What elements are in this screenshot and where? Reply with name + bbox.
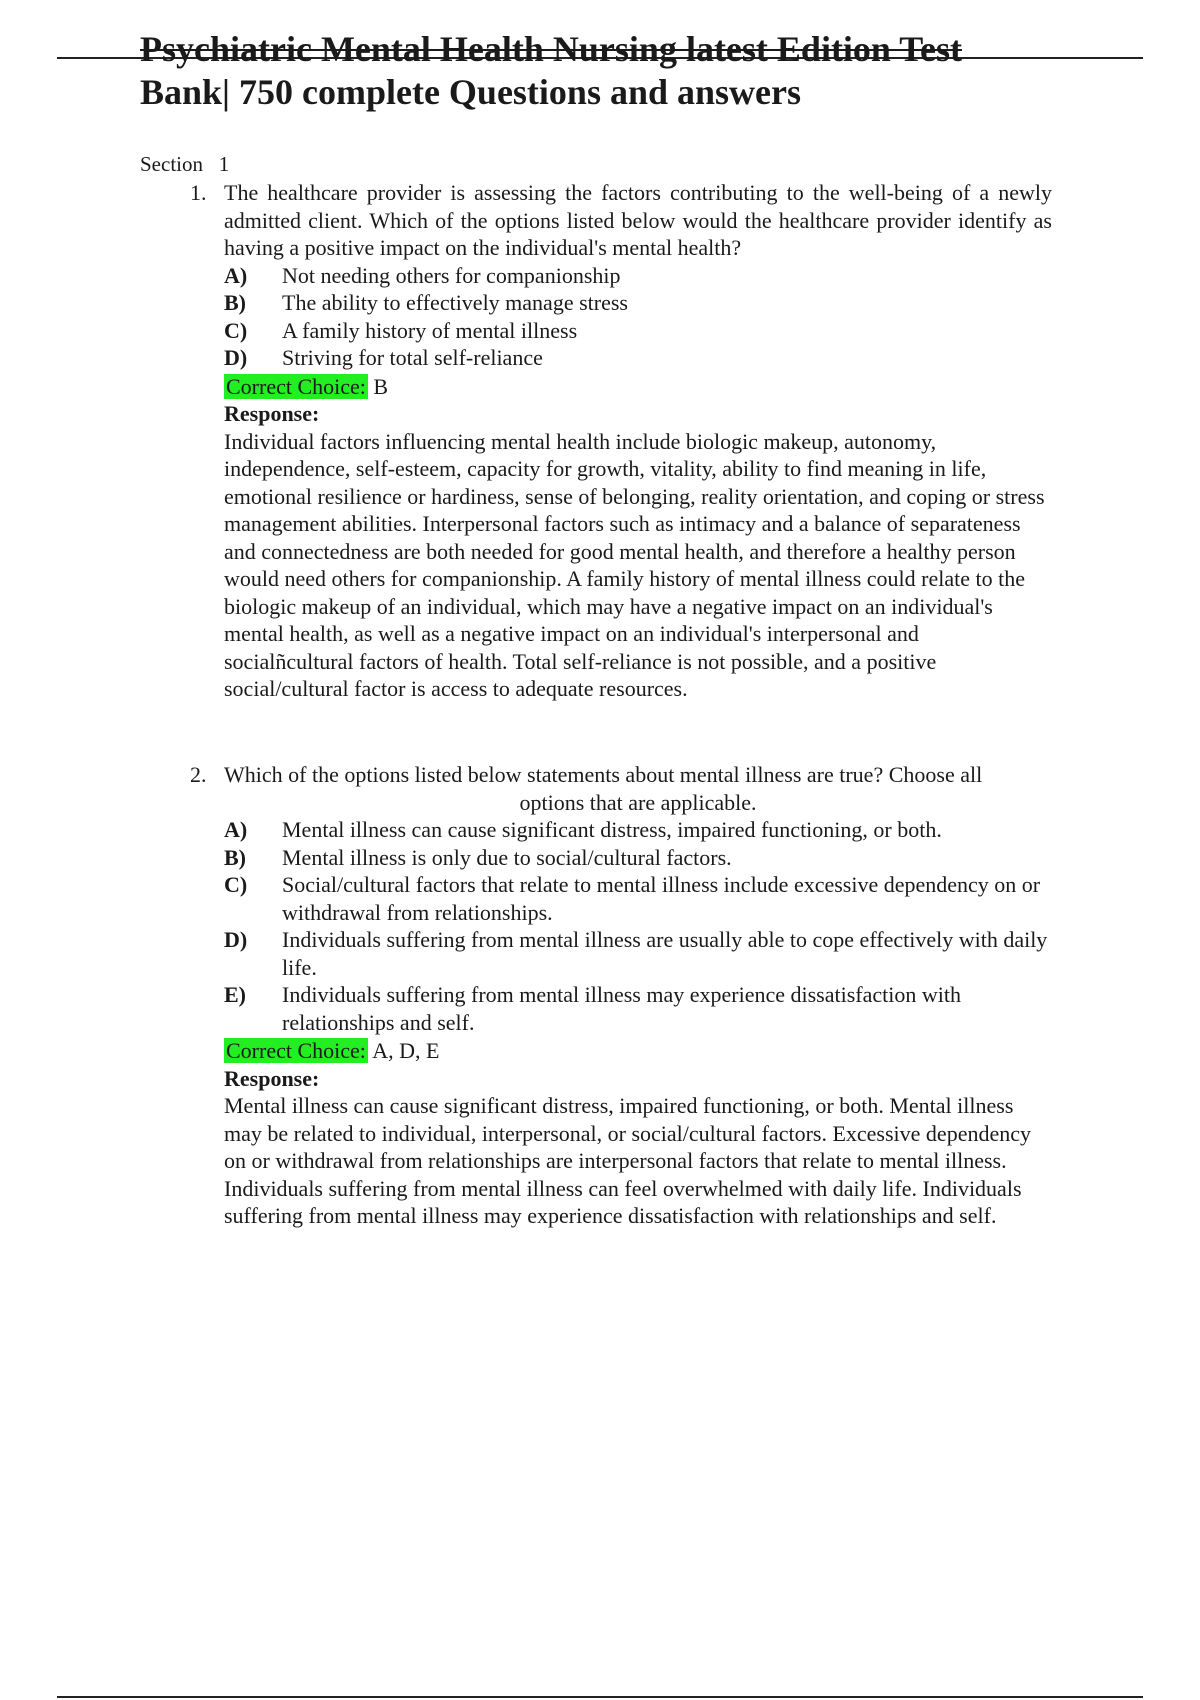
question-stem: The healthcare provider is assessing the factors contributing to the well-being of a newly admitted client. Which of the options listed below would the healthcare provider identify as having a positive impact on the individual's mental health? [224, 180, 1052, 260]
option-a [224, 816, 1052, 844]
option-text: Social/cultural factors that relate to mental illness include excessive dependency on or withdrawal from relationships. [282, 872, 1041, 925]
correct-choice-row [224, 1037, 1052, 1065]
response-text: Individual factors influencing mental health include biologic makeup, autonomy, independence, self-esteem, capacity for growth, vitality, ability to find meaning in life, emotional resilience or hardiness, sense of belonging, reality orientation, and coping or stress management abilities. Interpersonal factors such as intimacy and a balance of separateness and connectedness are both needed for good mental health, and therefore a healthy person would need others for companionship. A family history of mental illness could relate to the biologic makeup of an individual, which may have a negative impact on an individual's mental health, as well as a negative impact on an individual's interpersonal and socialñcultural factors of health. Total self-reliance is not possible, and a positive social/cultural factor is access to adequate resources. [224, 428, 1045, 701]
correct-choice-label: Correct Choice: [226, 373, 366, 399]
option-text: Individuals suffering from mental illness may experience dissatisfaction with relationships and self. [282, 982, 961, 1035]
correct-choice-value: A, D, E [372, 1038, 440, 1063]
option-letter: A) [224, 817, 248, 842]
title-line-2: Bank| 750 complete Questions and answers [140, 72, 801, 112]
section-label: Section 1 [140, 152, 230, 176]
option-d [224, 926, 1052, 981]
question-body [224, 761, 1052, 1230]
response-text: Mental illness can cause significant distress, impaired functioning, or both. Mental illness may be related to individual, interpersonal, or social/cultural factors. Excessive dependency on or withdrawal from relationships are interpersonal factors that relate to mental illness. Individuals suffering from mental illness can feel overwhelmed with daily life. Individuals suffering from mental illness may experience dissatisfaction with relationships and self. [224, 1093, 1031, 1228]
option-text: The ability to effectively manage stress [282, 290, 628, 315]
question-body [224, 179, 1052, 703]
question-stem [224, 761, 1052, 816]
option-b [224, 844, 1052, 872]
correct-choice-value: B [373, 373, 389, 399]
option-c [224, 871, 1052, 926]
bottom-rule [57, 1696, 1143, 1698]
option-b [224, 289, 1052, 317]
option-text: Striving for total self-reliance [282, 345, 543, 370]
option-c [224, 317, 1052, 345]
question-stem-line-1: Which of the options listed below statements about mental illness are true? Choose all [224, 762, 983, 787]
title-line-1: Psychiatric Mental Health Nursing latest Edition Test [140, 29, 962, 69]
question-number: 1. [190, 180, 207, 205]
question-1 [190, 179, 1052, 703]
option-text: Mental illness can cause significant distress, impaired functioning, or both. [282, 817, 942, 842]
document-title [140, 28, 1090, 114]
question-2 [190, 761, 1052, 1230]
response-label: Response: [224, 401, 320, 426]
question-number: 2. [190, 762, 207, 787]
correct-choice-label: Correct Choice: [226, 1038, 366, 1063]
option-d [224, 344, 1052, 372]
option-text: A family history of mental illness [282, 317, 578, 343]
option-letter: D) [224, 927, 248, 952]
option-letter: D) [224, 345, 248, 370]
option-text: Individuals suffering from mental illness are usually able to cope effectively with daily life. [282, 927, 1048, 980]
option-text: Not needing others for companionship [282, 262, 621, 288]
option-a [224, 262, 1052, 290]
option-letter: B) [224, 844, 246, 870]
question-stem-line-2: options that are applicable. [519, 789, 757, 815]
response-label: Response: [224, 1065, 320, 1091]
option-letter: C) [224, 317, 248, 343]
option-text: Mental illness is only due to social/cultural factors. [282, 844, 732, 870]
option-letter: A) [224, 262, 248, 288]
correct-choice-row [224, 373, 1052, 401]
option-letter: C) [224, 872, 248, 897]
option-letter: E) [224, 982, 246, 1007]
option-letter: B) [224, 290, 246, 315]
option-e [224, 981, 1052, 1036]
